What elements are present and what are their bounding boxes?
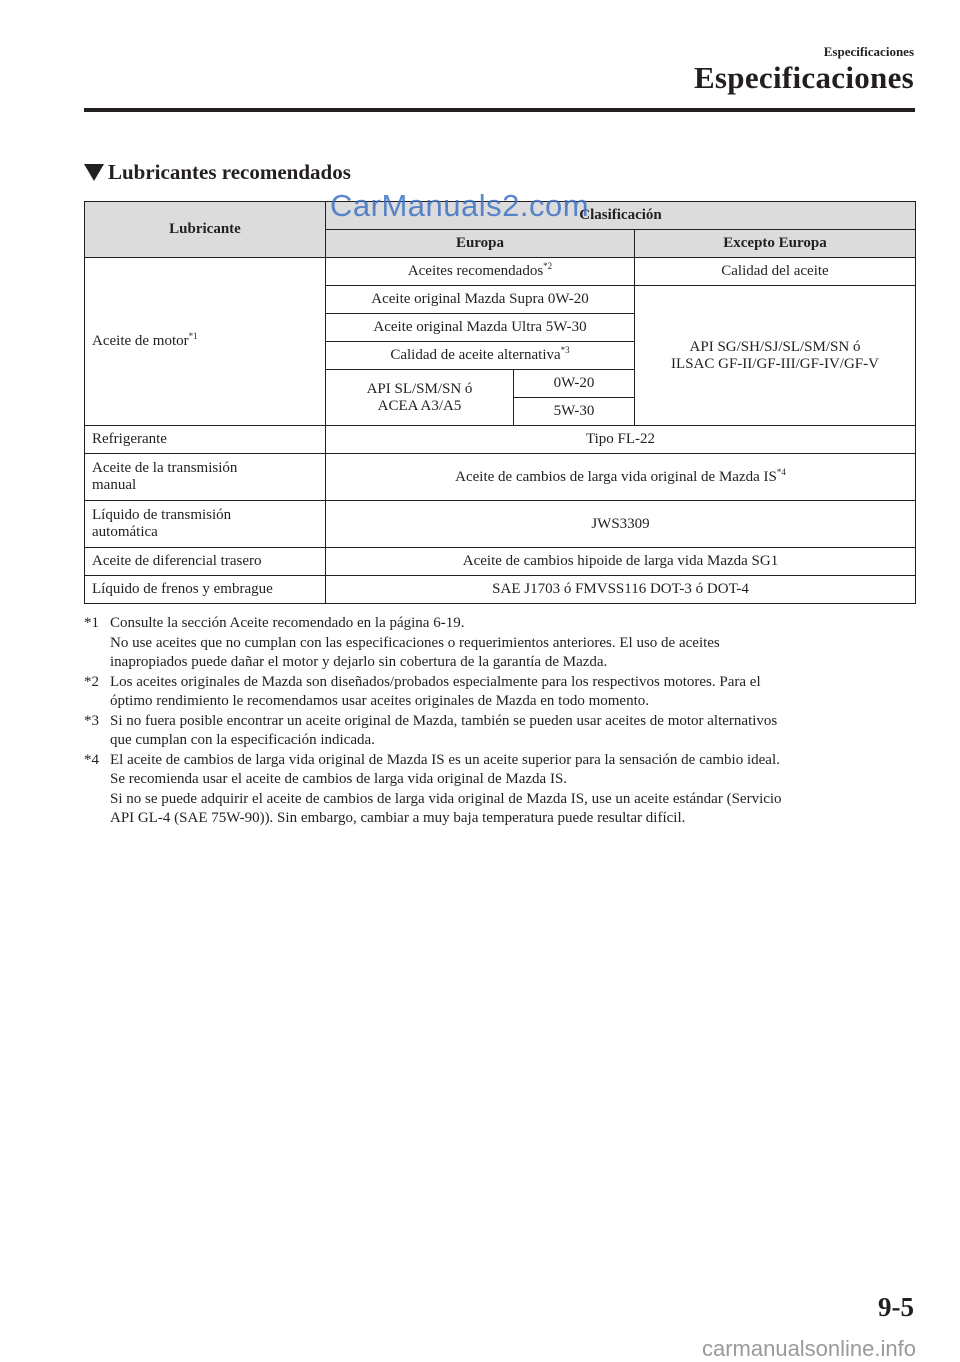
footnote-ref: *3 bbox=[560, 345, 570, 355]
footnote-ref: *1 bbox=[188, 331, 198, 341]
manual-transmission-label bbox=[85, 454, 326, 501]
footnote-2 bbox=[84, 673, 915, 712]
section-heading bbox=[84, 160, 351, 185]
alternative-oil: Calidad de aceite alternativa bbox=[390, 347, 561, 363]
header-lubricante: Lubricante bbox=[85, 202, 326, 258]
brake-clutch-fluid-label: Líquido de frenos y embrague bbox=[85, 576, 326, 604]
footnote-line: API GL-4 (SAE 75W-90)). Sin embargo, cambiar a muy baja temperatura puede resultar difícil. bbox=[110, 810, 686, 826]
motor-oil-label-cell bbox=[85, 258, 326, 426]
page-number: 9-5 bbox=[878, 1292, 914, 1322]
section-title: Lubricantes recomendados bbox=[108, 160, 351, 184]
automatic-transmission-label bbox=[85, 501, 326, 548]
rear-differential-label: Aceite de diferencial trasero bbox=[85, 548, 326, 576]
lubricants-table bbox=[84, 201, 916, 604]
except-europe-spec bbox=[635, 286, 916, 426]
footnote-ref: *2 bbox=[543, 261, 553, 271]
footnote-mark: *3 bbox=[84, 712, 99, 729]
label-line1: Aceite de la transmisión bbox=[92, 460, 238, 476]
watermark-logo: CarManuals2.com bbox=[330, 188, 590, 223]
api-acea-line1: API SL/SM/SN ó bbox=[366, 380, 473, 397]
footnote-line: Si no se puede adquirir el aceite de cambios de larga vida original de Mazda IS, use un aceite estándar (Servicio bbox=[110, 790, 782, 807]
recommended-oils-cell bbox=[326, 258, 635, 286]
recommended-oils: Aceites recomendados bbox=[407, 263, 544, 279]
automatic-transmission-value: JWS3309 bbox=[326, 501, 916, 548]
footnote-ref: *4 bbox=[776, 466, 786, 477]
footnote-3 bbox=[84, 712, 915, 751]
rear-differential-value: Aceite de cambios hipoide de larga vida Mazda SG1 bbox=[326, 548, 916, 576]
header-europa: Europa bbox=[326, 230, 635, 258]
footer-watermark: carmanualsonline.info bbox=[701, 1336, 916, 1361]
brake-clutch-fluid-value: SAE J1703 ó FMVSS116 DOT-3 ó DOT-4 bbox=[326, 576, 916, 604]
footnotes bbox=[84, 614, 915, 829]
mazda-supra-oil: Aceite original Mazda Supra 0W-20 bbox=[326, 286, 635, 314]
alternative-oil-cell bbox=[326, 342, 635, 370]
header-rule bbox=[84, 108, 915, 112]
footnote-1 bbox=[84, 614, 915, 673]
coolant-label: Refrigerante bbox=[85, 426, 326, 454]
footnote-line: Los aceites originales de Mazda son diseñados/probados especialmente para los respectivos motores. Para el bbox=[110, 673, 761, 690]
footnote-line: óptimo rendimiento le recomendamos usar aceites originales de Mazda en todo momento. bbox=[110, 693, 650, 709]
api-acea-spec bbox=[326, 370, 514, 426]
viscosity-5w30: 5W-30 bbox=[514, 398, 635, 426]
api-acea-line2: ACEA A3/A5 bbox=[377, 397, 462, 414]
footnote-line: que cumplan con la especificación indicada. bbox=[110, 732, 375, 748]
triangle-down-icon bbox=[84, 164, 104, 181]
oil-quality: Calidad del aceite bbox=[635, 258, 916, 286]
running-header-small: Especificaciones bbox=[823, 44, 914, 59]
except-europe-spec-line2: ILSAC GF-II/GF-III/GF-IV/GF-V bbox=[671, 355, 879, 372]
footnote-4 bbox=[84, 751, 915, 829]
footnote-line: Se recomienda usar el aceite de cambios de larga vida original de Mazda IS. bbox=[110, 771, 568, 787]
viscosity-0w20: 0W-20 bbox=[514, 370, 635, 398]
footnote-mark: *4 bbox=[84, 751, 99, 768]
label-line2: automática bbox=[92, 524, 158, 540]
footnote-line: Si no fuera posible encontrar un aceite original de Mazda, también se pueden usar aceites de motor alternativos bbox=[110, 712, 778, 729]
footnote-line: Consulte la sección Aceite recomendado en la página 6-19. bbox=[110, 615, 465, 631]
motor-oil-label: Aceite de motor bbox=[92, 333, 189, 349]
label-line2: manual bbox=[92, 477, 137, 493]
footnote-line: El aceite de cambios de larga vida original de Mazda IS es un aceite superior para la sensación de cambio ideal. bbox=[110, 751, 780, 768]
footnote-mark: *1 bbox=[84, 615, 99, 631]
manual-transmission-value: Aceite de cambios de larga vida original de Mazda IS bbox=[455, 468, 777, 485]
manual-transmission-value-cell bbox=[326, 454, 916, 501]
label-line1: Líquido de transmisión bbox=[92, 507, 232, 523]
header-clasificacion: Clasificación bbox=[326, 202, 916, 230]
except-europe-spec-line1: API SG/SH/SJ/SL/SM/SN ó bbox=[689, 338, 861, 355]
footnote-line: No use aceites que no cumplan con las especificaciones o requerimientos anteriores. El uso de aceites bbox=[110, 634, 720, 651]
footnote-line: inapropiados puede dañar el motor y dejarlo sin cobertura de la garantía de Mazda. bbox=[110, 654, 608, 670]
footnote-mark: *2 bbox=[84, 673, 99, 690]
coolant-value: Tipo FL-22 bbox=[326, 426, 916, 454]
running-header-title: Especificaciones bbox=[693, 60, 914, 95]
header-excepto-europa: Excepto Europa bbox=[635, 230, 916, 258]
mazda-ultra-oil: Aceite original Mazda Ultra 5W-30 bbox=[326, 314, 635, 342]
